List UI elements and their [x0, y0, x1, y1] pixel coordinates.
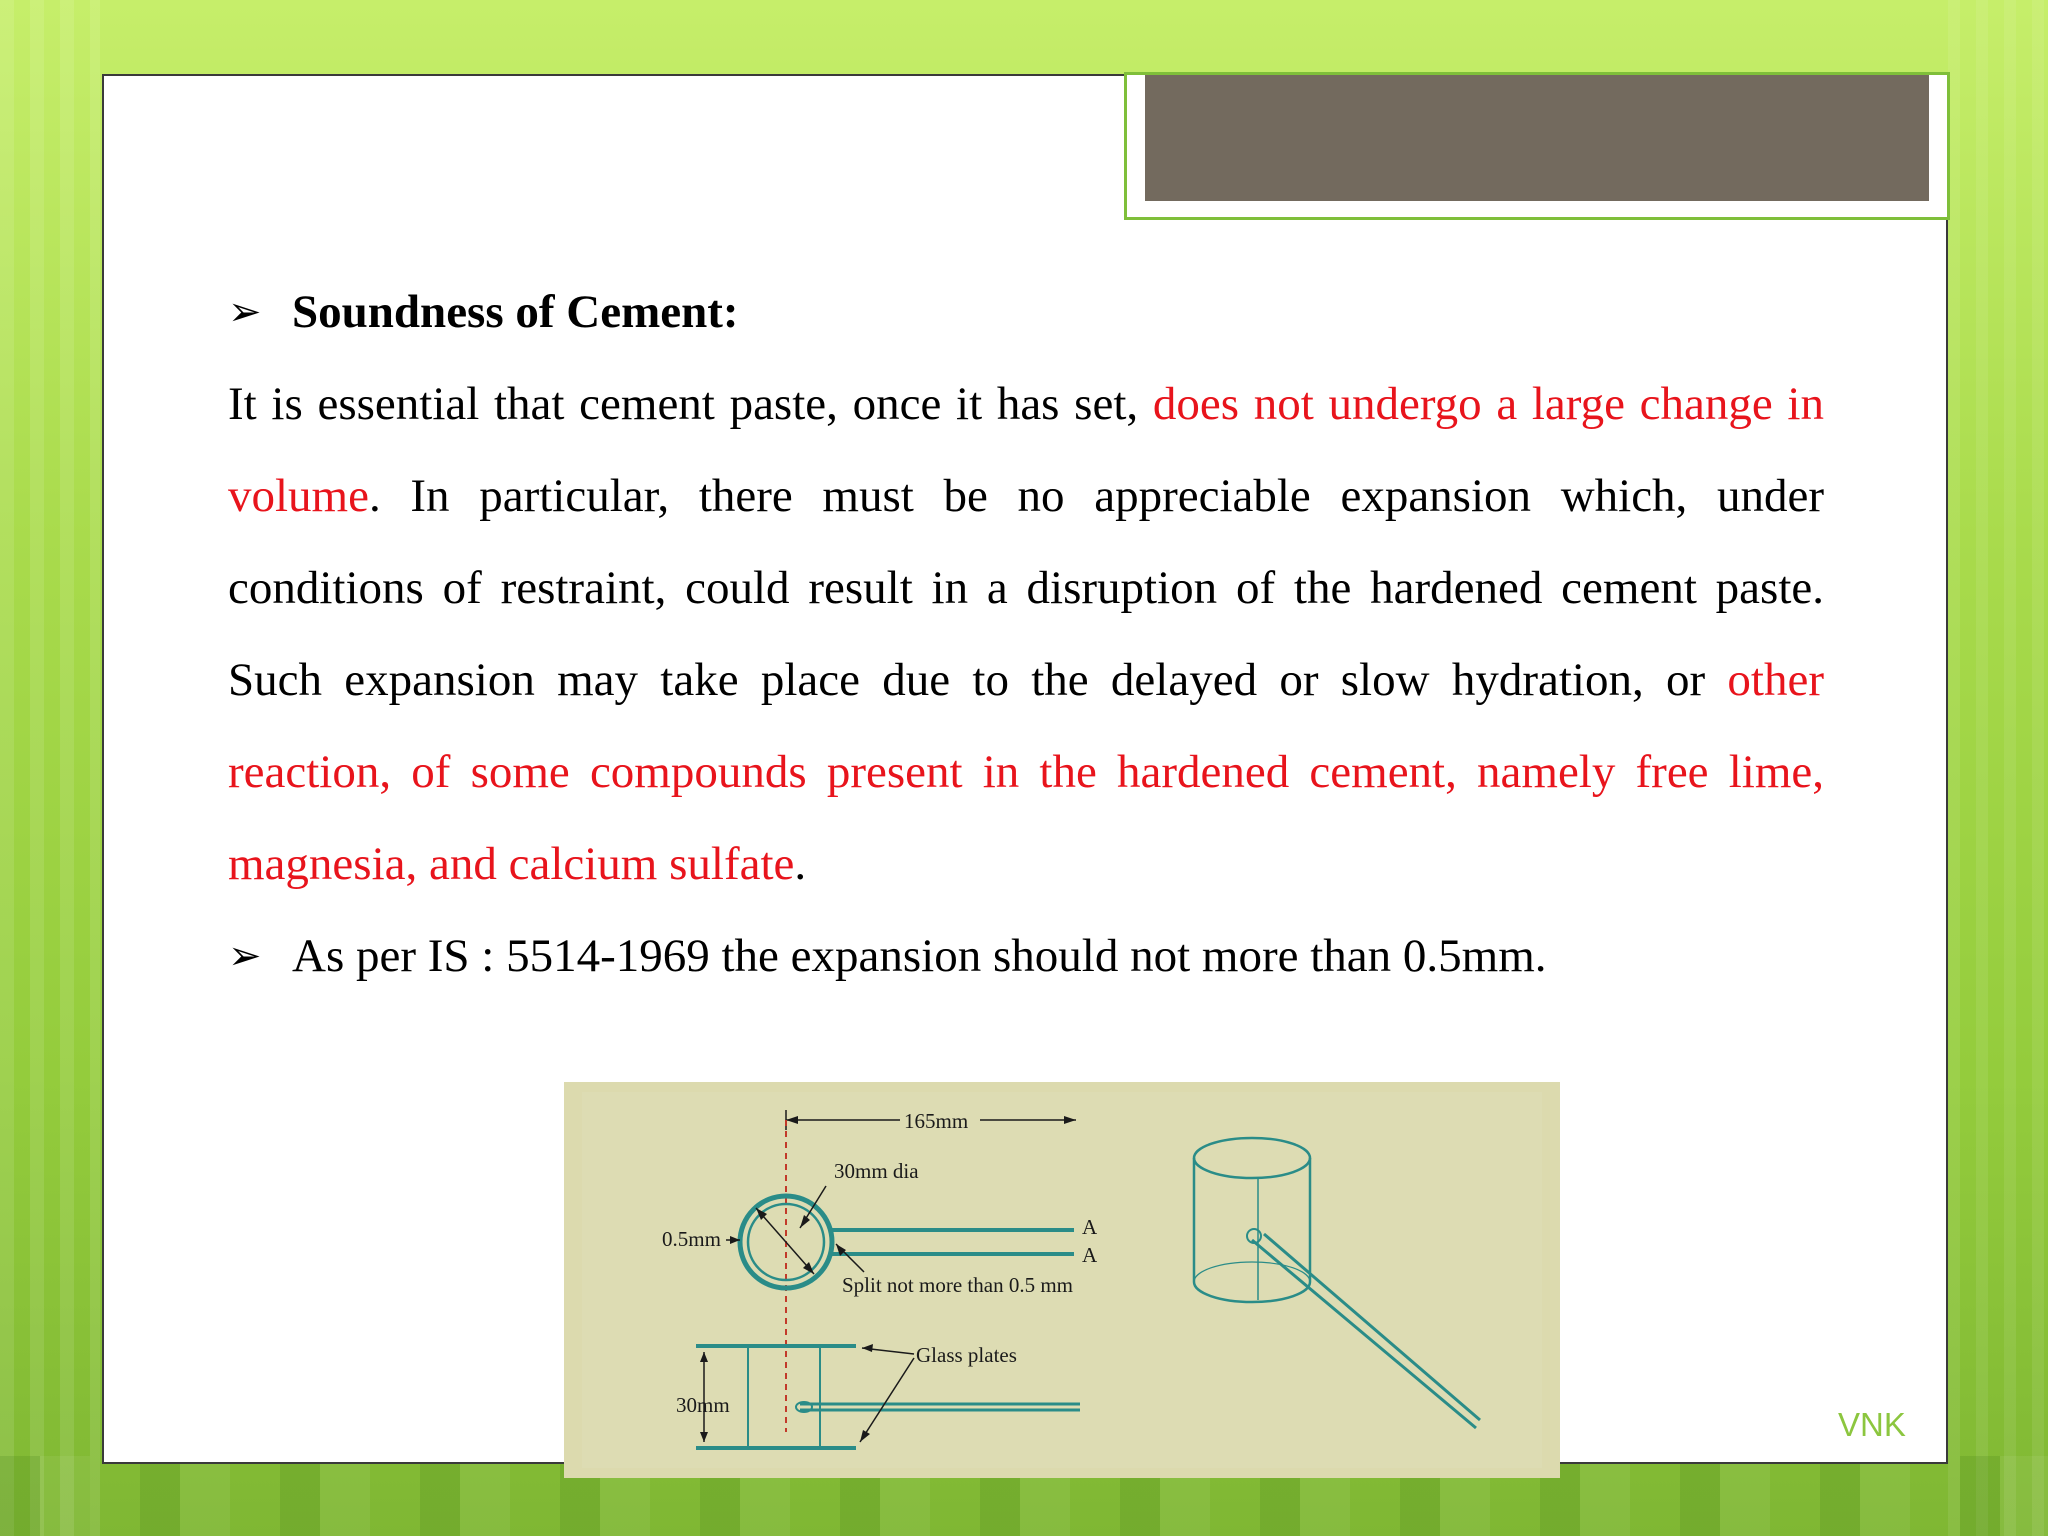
- standard-bullet-text: As per IS : 5514-1969 the expansion should not more than 0.5mm.: [292, 930, 1547, 982]
- point-a-bottom-label: A: [1082, 1243, 1098, 1267]
- apparatus-diagram: [564, 1082, 1560, 1478]
- arrow-bullet-icon: ➢: [228, 933, 262, 979]
- paragraph-text-3: .: [794, 838, 807, 890]
- gap-label: 0.5mm: [662, 1227, 721, 1251]
- paragraph-text-1: It is essential that cement paste, once it has set,: [228, 378, 1153, 430]
- glass-plates-label: Glass plates: [916, 1343, 1017, 1367]
- slide-canvas: [102, 74, 1948, 1464]
- background-streaks-right: [1948, 0, 2048, 1536]
- section-heading: [228, 266, 1824, 358]
- arrow-bullet-icon: ➢: [228, 289, 262, 335]
- title-box: [1124, 72, 1950, 220]
- paragraph-emphasis-1: does not undergo a large change in volume: [228, 378, 1824, 522]
- footer-initials: VNK: [1838, 1406, 1906, 1443]
- slide-content: [228, 266, 1824, 1002]
- title-box-fill: [1145, 75, 1929, 201]
- diameter-label: 30mm dia: [834, 1159, 919, 1183]
- height-label: 30mm: [676, 1393, 730, 1417]
- standard-bullet: [228, 910, 1824, 1002]
- body-paragraph: [228, 358, 1824, 910]
- point-a-top-label: A: [1082, 1215, 1098, 1239]
- section-heading-text: Soundness of Cement:: [292, 286, 739, 338]
- paragraph-text-2: . In particular, there must be no appreciable expansion which, under conditions of restraint, could result in a disruption of the hardened cement paste. Such expansion may take place due to the delayed or slow hydration, or: [228, 470, 1824, 706]
- split-label: Split not more than 0.5 mm: [842, 1273, 1073, 1297]
- background-streaks-left: [0, 0, 100, 1536]
- length-label: 165mm: [904, 1109, 969, 1133]
- paragraph-emphasis-2: other reaction, of some compounds present in the hardened cement, namely free lime, magnesia, and calcium sulfate: [228, 654, 1824, 890]
- le-chatelier-apparatus-figure: [564, 1082, 1560, 1478]
